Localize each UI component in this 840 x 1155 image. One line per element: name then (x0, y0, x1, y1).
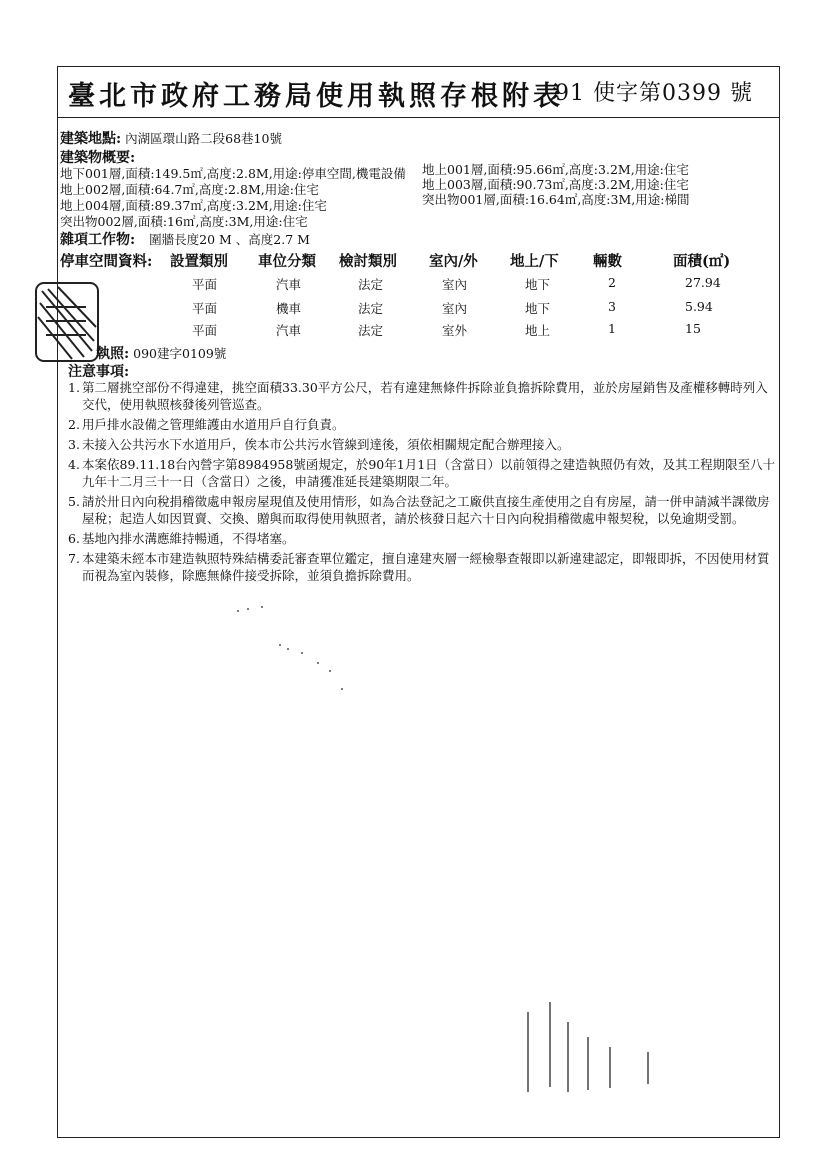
title-row (58, 67, 779, 118)
note-text: 本建築未經本市建造執照特殊結構委託審查單位鑑定，擅自違建夾層一經檢舉查報即以新違建認定，即報即拆，不因使用材質而視為室內裝修，除應無條件接受拆除，並須負擔拆除費用。 (82, 551, 770, 583)
parking-header: 車位分類 (258, 253, 316, 270)
parking-cell: 汽車 (276, 323, 302, 338)
parking-cell: 法定 (358, 301, 384, 316)
note-text: 請於卅日內向稅捐稽徵處申報房屋現值及使用情形，如為合法登記之工廠供直接生產使用之自有房屋，請一併申請減半課徵房屋稅；起造人如因買賣、交換、贈與而取得使用執照者，請於核發日起六十日內向稅捐稽徵處申報契稅，以免逾期受罰。 (82, 494, 770, 526)
misc-label: 雜項工作物: (60, 232, 136, 248)
parking-cell: 15 (685, 321, 701, 336)
notes-label: 注意事項: (68, 364, 130, 380)
parking-cell: 室內 (442, 277, 468, 292)
parking-cell: 2 (608, 275, 616, 290)
note-text: 未接入公共污水下水道用戶，俟本市公共污水管線到達後，須依相關規定配合辦理接入。 (82, 437, 570, 452)
note-item (68, 530, 780, 547)
permit-line (96, 343, 226, 363)
parking-header: 面積(㎡) (673, 253, 731, 270)
note-number: 7. (68, 551, 80, 566)
license-number: 91 使字第0399 號 (555, 81, 753, 106)
parking-cell: 平面 (192, 277, 218, 292)
note-item (68, 379, 780, 413)
note-number: 4. (68, 457, 80, 472)
parking-cell: 5.94 (685, 299, 713, 314)
site-value: 內湖區環山路二段68巷10號 (125, 131, 282, 146)
parking-cell: 3 (608, 299, 616, 314)
parking-cell: 室內 (442, 301, 468, 316)
overview-row-left: 突出物002層,面積:16㎡,高度:3M,用途:住宅 (60, 214, 308, 229)
note-item (68, 550, 780, 584)
misc-line (60, 229, 310, 249)
parking-cell: 汽車 (276, 277, 302, 292)
overview-row-left: 地上002層,面積:64.7㎡,高度:2.8M,用途:住宅 (60, 182, 319, 197)
parking-cell: 地下 (525, 277, 551, 292)
permit-value: 090建字0109號 (133, 346, 227, 361)
note-text: 用戶排水設備之管理維護由水道用戶自行負責。 (82, 417, 345, 432)
parking-header: 室內/外 (429, 253, 478, 270)
parking-cell: 機車 (276, 301, 302, 316)
site-label: 建築地點: (60, 131, 122, 147)
notes-list (68, 379, 780, 587)
overview-row-left: 地下001層,面積:149.5㎡,高度:2.8M,用途:停車空間,機電設備 (60, 166, 406, 181)
document-frame (57, 66, 780, 1138)
parking-cell: 1 (608, 321, 616, 336)
overview-row-right: 地上001層,面積:95.66㎡,高度:3.2M,用途:住宅 (422, 162, 689, 177)
parking-header: 輛數 (593, 253, 622, 270)
overview-row-right: 地上003層,面積:90.73㎡,高度:3.2M,用途:住宅 (422, 177, 689, 192)
note-text: 基地內排水溝應維持暢通，不得堵塞。 (82, 531, 295, 546)
page-title: 臺北市政府工務局使用執照存根附表 (68, 81, 564, 112)
scan-artifact (218, 597, 358, 717)
note-number: 2. (68, 417, 80, 432)
overview-row-right: 突出物001層,面積:16.64㎡,高度:3M,用途:梯間 (422, 192, 690, 207)
misc-value: 圍牆長度20 M 、高度2.7 M (149, 232, 310, 247)
parking-cell: 地下 (525, 301, 551, 316)
note-item (68, 436, 780, 453)
note-number: 6. (68, 531, 80, 546)
parking-header: 檢討類別 (339, 253, 397, 270)
note-number: 1. (68, 380, 80, 395)
parking-label: 停車空間資料: (60, 253, 153, 270)
scan-artifact (498, 992, 678, 1102)
site-line (60, 128, 282, 148)
note-text: 本案依89.11.18台內營字第8984958號函規定，於90年1月1日（含當日）以前領得之建造執照仍有效，及其工程期限至八十九年十二月三十一日（含當日）之後，申請獲准延長建築期限二年。 (82, 457, 776, 489)
note-text: 第二層挑空部份不得違建，挑空面積33.30平方公尺，若有違建無條件拆除並負擔拆除費用，並於房屋銷售及產權移轉時列入交代，使用執照核發後列管巡查。 (82, 380, 768, 412)
overview-row-left: 地上004層,面積:89.37㎡,高度:3.2M,用途:住宅 (60, 198, 327, 213)
overview-label: 建築物概要: (60, 150, 136, 166)
note-item (68, 416, 780, 433)
parking-cell: 室外 (442, 323, 468, 338)
note-number: 3. (68, 437, 80, 452)
parking-header: 地上/下 (510, 253, 559, 270)
parking-cell: 地上 (525, 323, 551, 338)
note-number: 5. (68, 494, 80, 509)
parking-cell: 法定 (358, 323, 384, 338)
note-item (68, 493, 780, 527)
parking-header: 設置類別 (170, 253, 228, 270)
permit-label: 執照: (96, 346, 130, 362)
parking-cell: 27.94 (685, 275, 721, 290)
parking-cell: 平面 (192, 301, 218, 316)
parking-cell: 法定 (358, 277, 384, 292)
parking-cell: 平面 (192, 323, 218, 338)
note-item (68, 456, 780, 490)
